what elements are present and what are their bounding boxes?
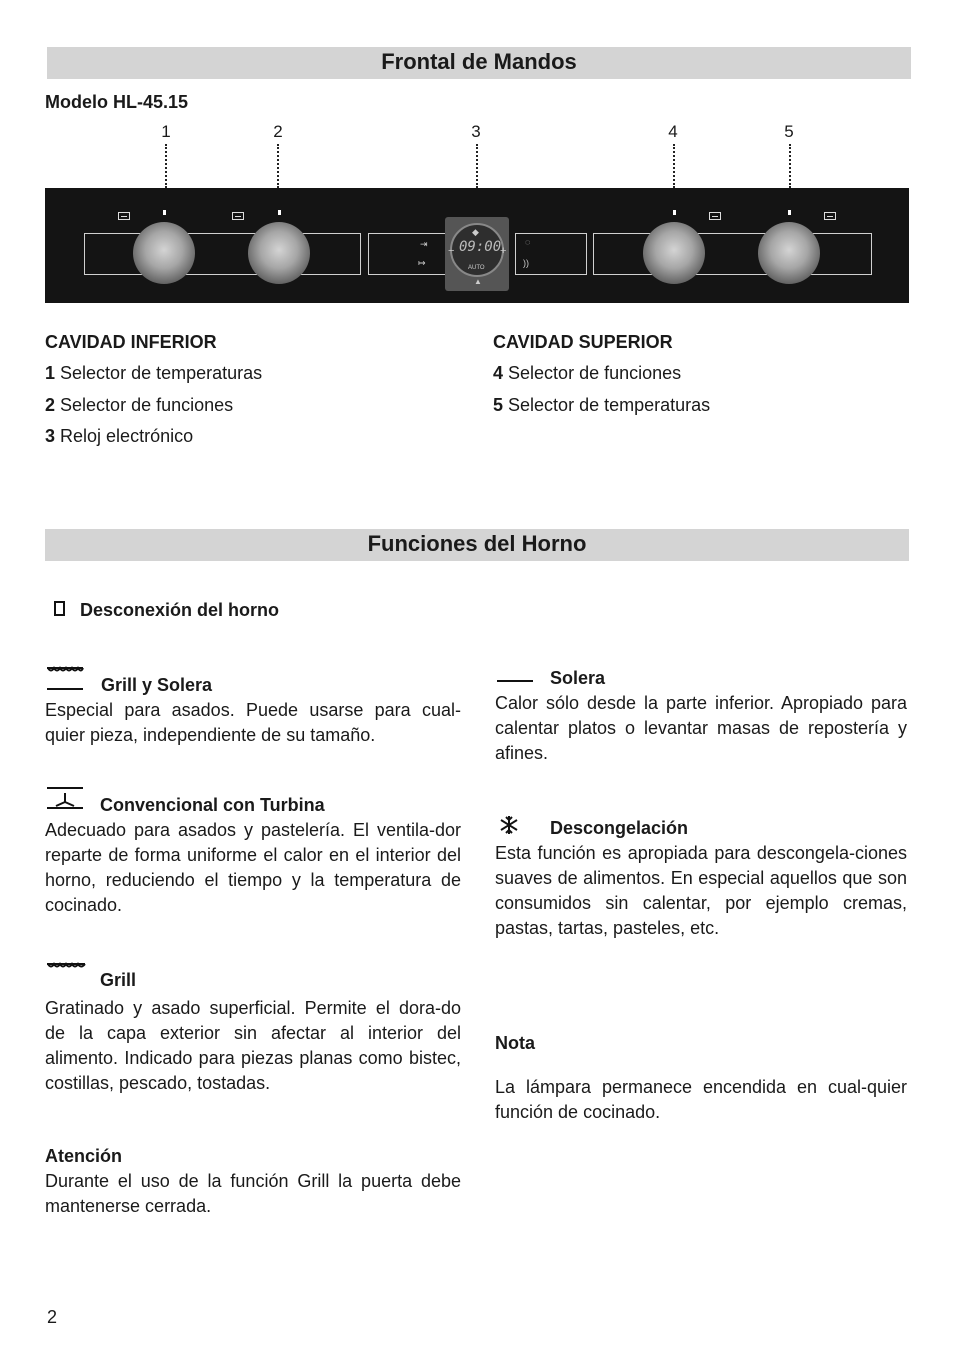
hand-icon: ▲: [474, 277, 482, 286]
snowflake-icon: [499, 815, 519, 835]
minus-icon[interactable]: −: [448, 245, 455, 257]
convencional-turbina-title: Convencional con Turbina: [100, 795, 325, 815]
model-label: Modelo HL-45.15: [45, 92, 189, 112]
callout-leader: [673, 144, 675, 188]
electronic-clock[interactable]: [445, 217, 509, 291]
clock-auto-label: AUTO: [468, 265, 485, 271]
callout-leader: [476, 144, 478, 188]
cook-time-icon: ⇥: [420, 239, 428, 249]
lower-temp-indicator-icon: [118, 212, 130, 220]
lower-function-knob[interactable]: [248, 222, 310, 284]
solera-icon: [497, 680, 533, 682]
atencion-text: Durante el uso de la función Grill la puerta debe mantenerse cerrada.: [45, 1171, 461, 1216]
grill-top-icon: [46, 666, 84, 674]
atencion-title: Atención: [45, 1146, 123, 1166]
section-title-funciones: Funciones del Horno: [45, 529, 909, 561]
upper-temp-indicator-icon: [824, 212, 836, 220]
plus-icon[interactable]: +: [500, 245, 507, 257]
knob-marker: [673, 210, 676, 215]
control-panel: [45, 188, 909, 303]
list-item: 1 Selector de temperaturas: [45, 363, 263, 383]
solera-text: Calor sólo desde la parte inferior. Apropiado para calentar platos o levantar masas de repostería y afines.: [495, 693, 907, 763]
desconexion-title: Desconexión del horno: [80, 600, 280, 620]
upper-function-knob[interactable]: [643, 222, 705, 284]
cavidad-superior-title: CAVIDAD SUPERIOR: [493, 332, 673, 352]
list-item: 4 Selector de funciones: [493, 363, 682, 383]
nota-title: Nota: [495, 1033, 535, 1053]
callout-leader: [789, 144, 791, 188]
callout-leader: [277, 144, 279, 188]
turbine-fan-icon: [47, 790, 83, 810]
callout-1: 1: [161, 122, 171, 141]
turbina-top-icon: [47, 787, 83, 789]
panel-frame-left: [84, 233, 361, 275]
clock-display: 09:00: [459, 239, 502, 255]
off-icon: [54, 601, 65, 616]
grill-solera-title: Grill y Solera: [101, 675, 213, 695]
callout-leader: [165, 144, 167, 188]
buzzer-icon: )): [523, 258, 529, 268]
lower-temperature-knob[interactable]: [133, 222, 195, 284]
cavidad-inferior-title: CAVIDAD INFERIOR: [45, 332, 217, 352]
end-time-icon: ↦: [418, 258, 426, 268]
descongelacion-text: Esta función es apropiada para descongela-ciones suaves de alimentos. En especial aquellos que son consumidos sin calentar, por ejemplo cremas, pastas, tartas, pasteles, etc.: [495, 843, 907, 938]
alarm-icon: ◌: [525, 237, 531, 247]
panel-frame-clock-left: [368, 233, 447, 275]
upper-temperature-knob[interactable]: [758, 222, 820, 284]
grill-text: Gratinado y asado superficial. Permite el dora-do de la capa exterior sin afectar al interior del alimento. Indicado para piezas planas como bistec, costillas, pescado, tostadas.: [45, 998, 461, 1093]
bell-icon: ◆: [472, 227, 479, 237]
lower-function-indicator-icon: [232, 212, 244, 220]
nota-text: La lámpara permanece encendida en cual-quier función de cocinado.: [495, 1077, 907, 1122]
knob-marker: [163, 210, 166, 215]
grill-solera-text: Especial para asados. Puede usarse para cual-quier pieza, independiente de su tamaño.: [45, 700, 461, 745]
knob-marker: [788, 210, 791, 215]
panel-frame-right: [593, 233, 872, 275]
knob-marker: [278, 210, 281, 215]
callout-2: 2: [273, 122, 283, 141]
section-title-frontal: Frontal de Mandos: [47, 47, 911, 79]
convencional-turbina-text: Adecuado para asados y pastelería. El ventila-dor reparte de forma uniforme el calor en el interior del horno, reduciendo el tiempo y la temperatura de cocinado.: [45, 820, 461, 915]
callout-5: 5: [784, 122, 794, 141]
upper-function-indicator-icon: [709, 212, 721, 220]
grill-icon: [46, 962, 86, 970]
solera-title: Solera: [550, 668, 606, 688]
descongelacion-title: Descongelación: [550, 818, 689, 838]
grill-title: Grill: [100, 970, 137, 990]
solera-bottom-icon: [47, 688, 83, 690]
list-item: 5 Selector de temperaturas: [493, 395, 711, 415]
callout-4: 4: [668, 122, 678, 141]
page-number: 2: [47, 1307, 58, 1327]
callout-3: 3: [471, 122, 481, 141]
list-item: 3 Reloj electrónico: [45, 426, 194, 446]
list-item: 2 Selector de funciones: [45, 395, 234, 415]
